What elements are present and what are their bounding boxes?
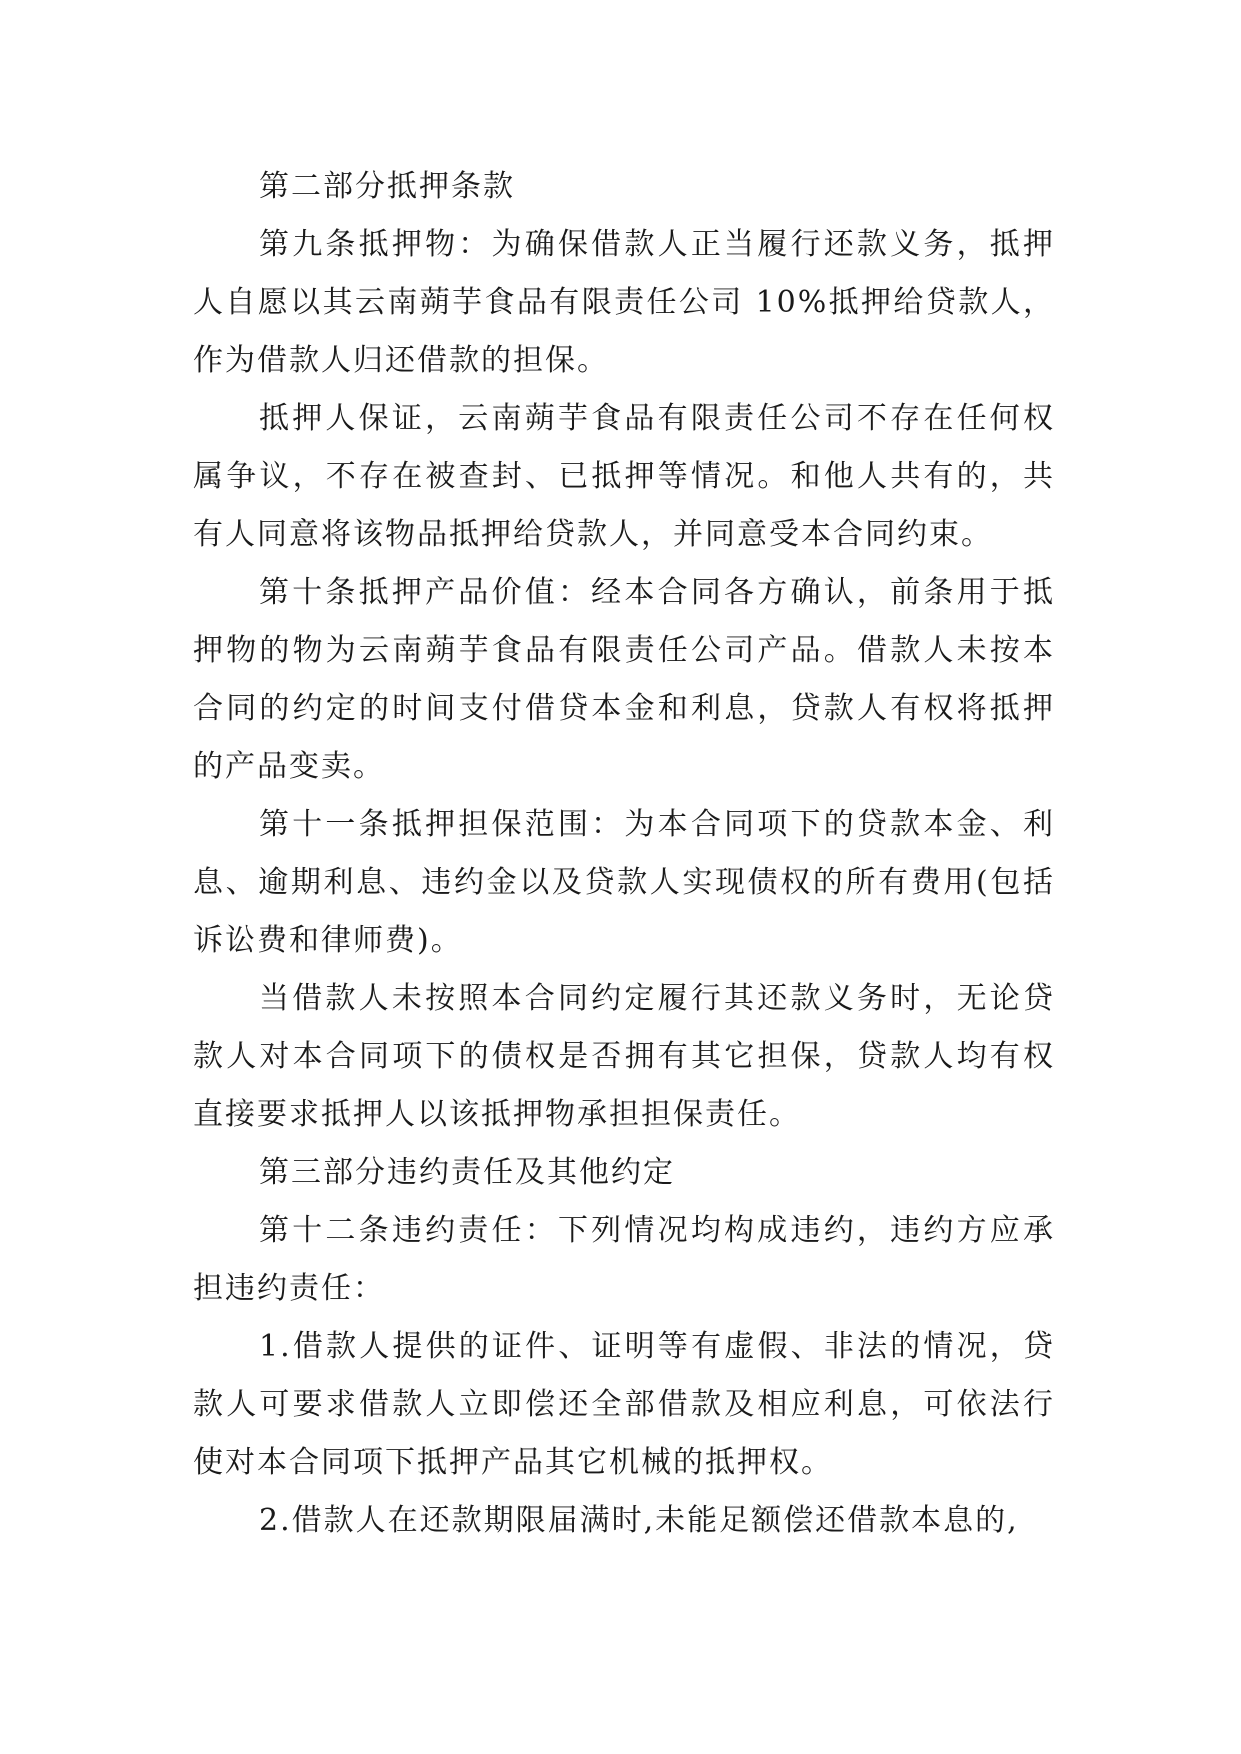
article-10-product-value: 第十条抵押产品价值：经本合同各方确认，前条用于抵押物的物为云南蒴芋食品有限责任公司产品。借款人未按本合同的约定的时间支付借贷本金和利息，贷款人有权将抵押的产品变卖。 — [193, 575, 1055, 784]
liability-item-1: 1.借款人提供的证件、证明等有虚假、非法的情况，贷款人可要求借款人立即偿还全部借款及相应利息，可依法行使对本合同项下抵押产品其它机械的抵押权。 — [193, 1329, 1055, 1480]
document-body — [193, 158, 1055, 1550]
section-heading-part-two: 第二部分抵押条款 — [259, 169, 515, 204]
liability-item-2: 2.借款人在还款期限届满时,未能足额偿还借款本息的, — [259, 1503, 1019, 1538]
article-9-collateral: 第九条抵押物：为确保借款人正当履行还款义务，抵押人自愿以其云南蒴芋食品有限责任公司 10%抵押给贷款人，作为借款人归还借款的担保。 — [193, 227, 1055, 378]
mortgagor-guarantee: 抵押人保证，云南蒴芋食品有限责任公司不存在任何权属争议，不存在被查封、已抵押等情况。和他人共有的，共有人同意将该物品抵押给贷款人，并同意受本合同约束。 — [193, 401, 1055, 552]
section-heading-part-three: 第三部分违约责任及其他约定 — [259, 1155, 675, 1190]
borrower-default-clause: 当借款人未按照本合同约定履行其还款义务时，无论贷款人对本合同项下的债权是否拥有其它担保，贷款人均有权直接要求抵押人以该抵押物承担担保责任。 — [193, 981, 1055, 1132]
article-11-scope: 第十一条抵押担保范围：为本合同项下的贷款本金、利息、逾期利息、违约金以及贷款人实现债权的所有费用(包括诉讼费和律师费)。 — [193, 807, 1055, 958]
article-12-liability: 第十二条违约责任：下列情况均构成违约，违约方应承担违约责任： — [193, 1213, 1055, 1306]
